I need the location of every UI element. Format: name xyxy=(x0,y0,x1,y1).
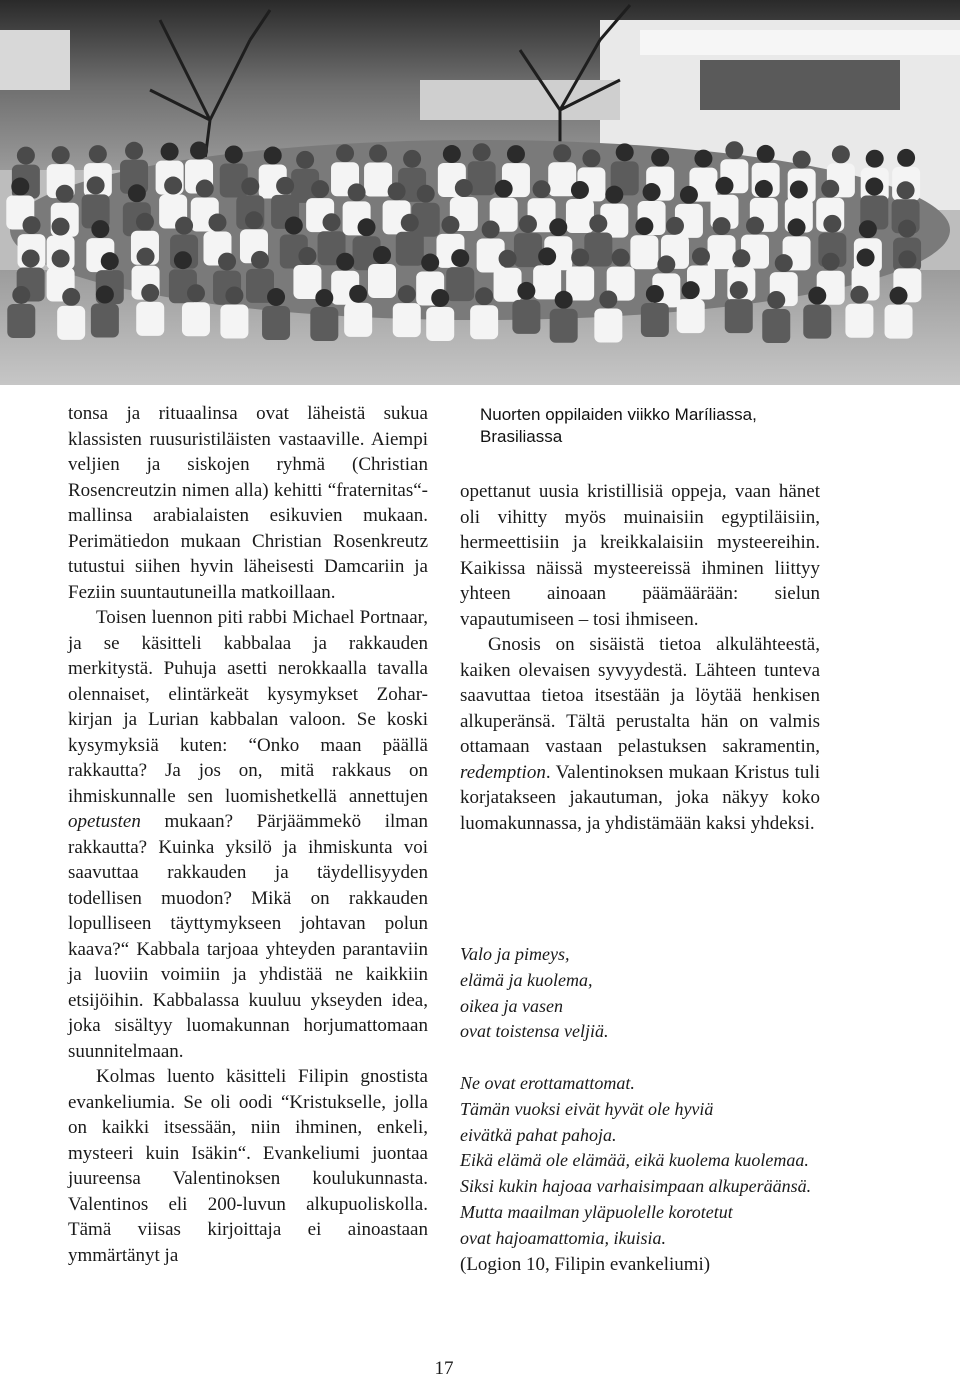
right-column xyxy=(460,479,820,836)
poem-stanza-1 xyxy=(460,942,830,1045)
right-paragraph-2-text-b: . Valentinoksen mukaan Kristus tuli korjatakseen jakautuman, joka näkyy koko luomakunnassa, ja yhdistämään kaksi yhdeksi. xyxy=(460,761,820,834)
poem xyxy=(460,942,830,1277)
left-paragraph-2 xyxy=(68,605,428,1064)
left-paragraph-3: Kolmas luento käsitteli Filipin gnostista evankeliumia. Se oli oodi “Kristukselle, jolla on kaikki itsessään, niin ihminen, enkeli, mysteeri kuin Isäkin“. Evankeliumi juontaa juureensa Valentinoksen koulukunnasta. Valentinos eli 200-luvun alkupuoliskolla. Tämä viisas kirjoittaja ei ainoastaan ymmärtänyt ja xyxy=(68,1066,428,1266)
left-paragraph-2-text-a: Toisen luennon piti rabbi Michael Portnaar, ja se käsitteli kabbalaa ja rakkauden merkitystä. Puhuja asetti nerokkaalla tavalla olennaiset, elintärkeät kysymykset Zohar-kirjan ja Lurian kabbalan valoon. Se koski kysymyksiä kuten: “Onko maan päällä rakkautta? Ja jos on, mitä rakkaus on ihmiskunnalle sen luomishetkellä annettujen xyxy=(68,607,428,807)
poem-line: oikea ja vasen xyxy=(460,995,563,1016)
poem-line: Eikä elämä ole elämää, eikä kuolema kuolemaa. xyxy=(460,1150,809,1171)
left-column xyxy=(68,401,428,1268)
left-paragraph-2-text-b: mukaan? Pärjäämmekö ilman rakkautta? Kuinka yksilö ja ihmiskunta voi saavuttaa rakkauden ja täydellisyyden todellisen muodon? Mikä on rakkauden lopulliseen täyttymykseen johtavan polun kaava?“ Kabbala tarjoaa yhteyden parantaviin ja luoviin voimiin ja yhdistää ne kaikkiin etsijöihin. Kabbalassa kuuluu ykseyden idea, joka sisältyy luomakunnan horjumattomaan suunnitelmaan. xyxy=(68,811,428,1062)
right-paragraph-1: opettanut uusia kristillisiä oppeja, vaan hänet oli vihitty myös muinaisiin egyptiläisiin, hermeettisiin ja kreikkalaisiin mysteereihin. Kaikissa näissä mysteereissä ihminen liittyy yhteen ainoaan päämäärään: sielun vapautumiseen – tosi ihmiseen. xyxy=(460,481,820,630)
poem-line: Valo ja pimeys, xyxy=(460,944,570,964)
right-paragraph-2 xyxy=(460,632,820,836)
poem-line: Mutta maailman yläpuolelle korotetut xyxy=(460,1201,733,1222)
page-number: 17 xyxy=(434,1358,454,1379)
page-number-container xyxy=(0,1358,960,1380)
poem-line: ovat toistensa veljiä. xyxy=(460,1021,609,1042)
left-paragraph-2-emphasis: opetusten xyxy=(68,811,141,832)
right-paragraph-2-text-a: Gnosis on sisäistä tietoa alkulähteestä, kaiken olevaisen syvyydestä. Lähteen tunteva saavuttaa tietoa itsestään ja löytää henkisen alkuperänsä. Tältä perustalta hän on valmis ottamaan vastaan pelastuksen sakramentin, xyxy=(460,634,820,757)
poem-line: ovat hajoamattomia, ikuisia. xyxy=(460,1227,666,1248)
poem-line: elämä ja kuolema, xyxy=(460,969,593,990)
left-paragraph-1: tonsa ja rituaalinsa ovat läheistä sukua klassisten ruusuristiläisten vastaaville. Aiempi veljien ja siskojen ryhmä (Christian Rosencreutzin nimen alla) kehitti “fraternitas“-mallinsa arabialaisten esikuvien mukaan. Perimätiedon mukaan Christian Rosenkreutz tutustui siihen hyvin läheisesti Damcariin ja Feziin suuntautuneilla matkoillaan. xyxy=(68,403,428,603)
photo-caption xyxy=(480,404,810,448)
caption-line-2: Brasiliassa xyxy=(480,427,563,446)
right-paragraph-2-emphasis: redemption xyxy=(460,761,546,783)
poem-source: (Logion 10, Filipin evankeliumi) xyxy=(460,1253,711,1275)
group-photo xyxy=(0,0,960,385)
poem-line: Tämän vuoksi eivät hyvät ole hyviä xyxy=(460,1098,714,1119)
poem-stanza-2 xyxy=(460,1071,830,1277)
group-photo-illustration xyxy=(0,0,960,385)
poem-line: Siksi kukin hajoaa varhaisimpaan alkuperäänsä. xyxy=(460,1176,812,1197)
poem-line: Ne ovat erottamattomat. xyxy=(460,1072,635,1093)
caption-line-1: Nuorten oppilaiden viikko Maríliassa, xyxy=(480,405,757,424)
poem-line: eivätkä pahat pahoja. xyxy=(460,1124,617,1145)
